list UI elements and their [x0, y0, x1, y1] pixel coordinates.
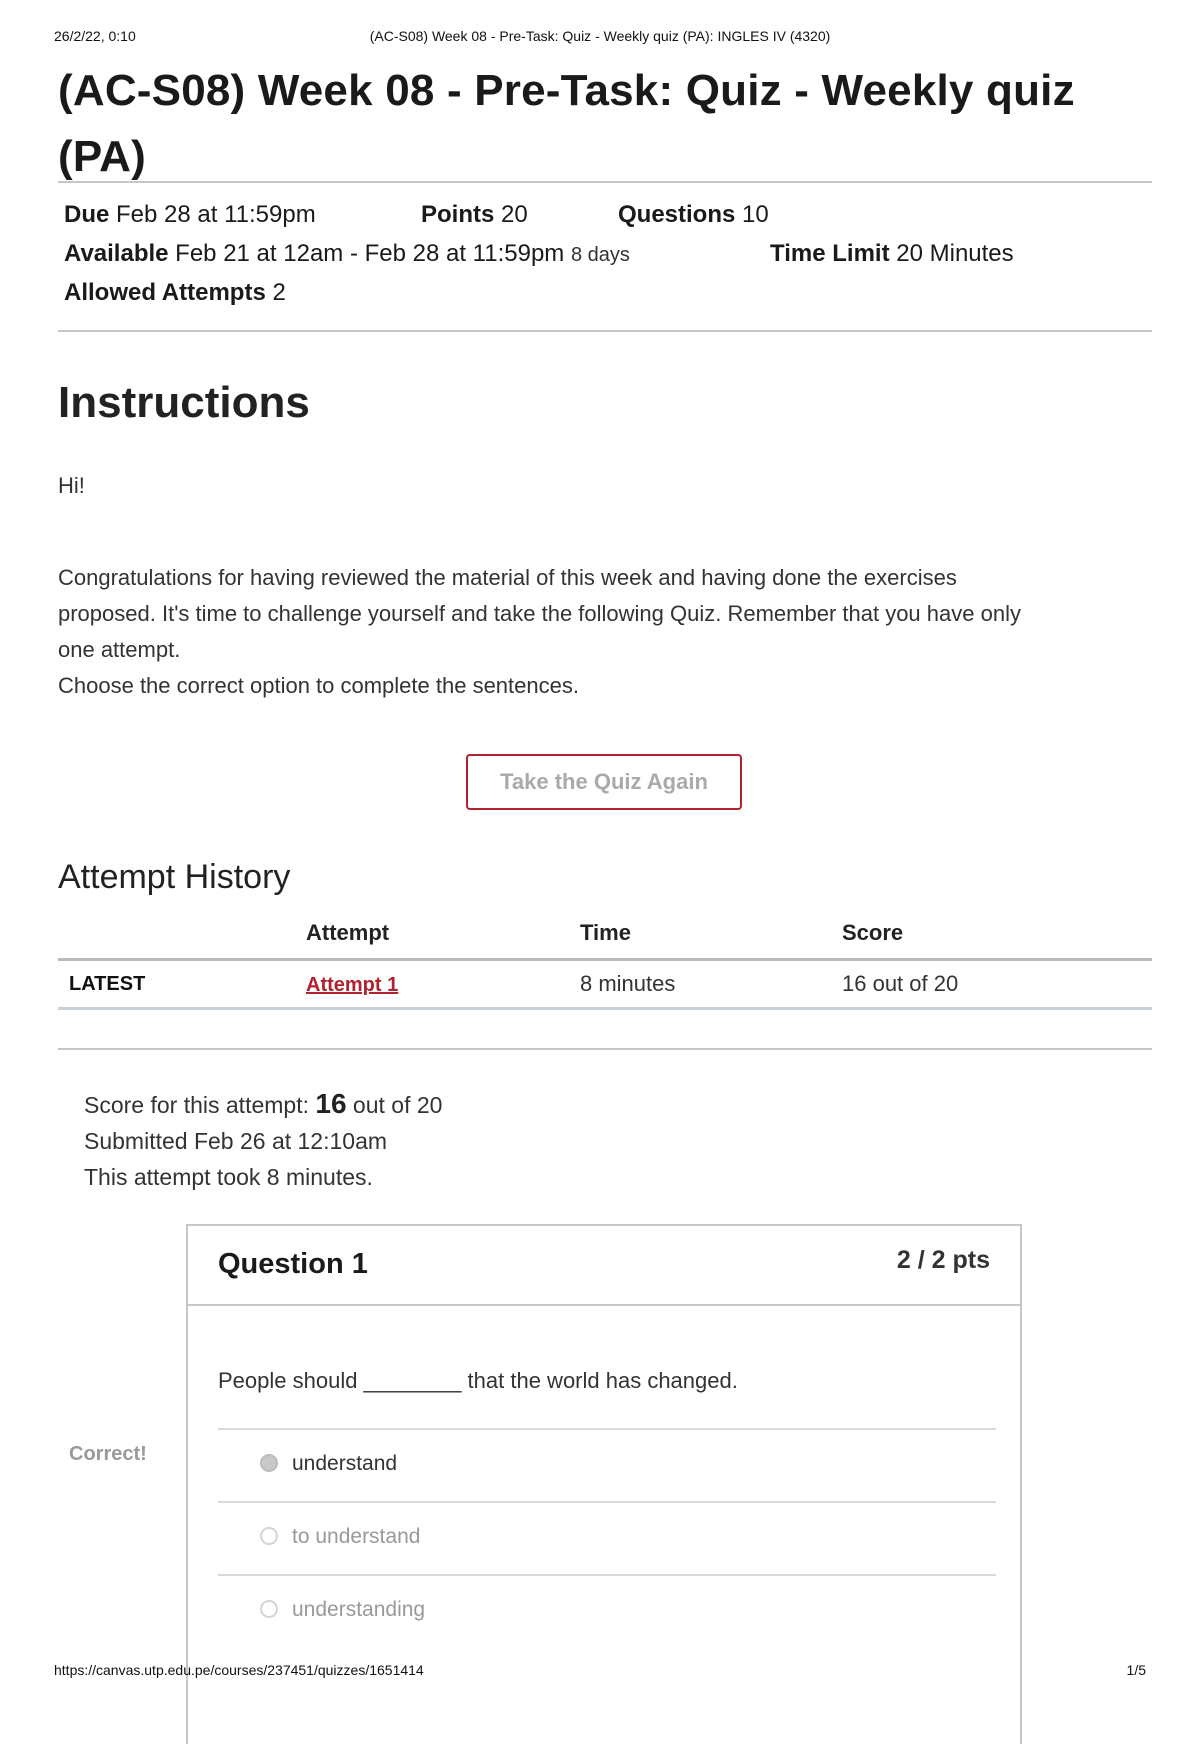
allowed-attempts-value: 2 — [272, 279, 286, 306]
score-suffix: out of 20 — [352, 1092, 443, 1118]
allowed-attempts-label: Allowed Attempts — [64, 279, 266, 306]
print-header — [54, 28, 1146, 48]
available-value: Feb 21 at 12am - Feb 28 at 11:59pm — [175, 240, 565, 267]
score-prefix: Score for this attempt: — [84, 1092, 309, 1118]
divider — [58, 330, 1152, 332]
print-doc-title: (AC-S08) Week 08 - Pre-Task: Quiz - Weekly quiz (PA): INGLES IV (4320) — [369, 28, 831, 44]
quiz-details — [58, 183, 1152, 330]
questions-label: Questions — [618, 201, 736, 228]
print-datetime: 26/2/22, 0:10 — [54, 28, 136, 44]
quiz-content — [58, 58, 1152, 1190]
submitted-text: Submitted Feb 26 at 12:10am — [84, 1128, 388, 1154]
answer-option[interactable] — [218, 1574, 996, 1647]
attempt-summary — [84, 1086, 442, 1195]
questions-value: 10 — [742, 201, 769, 228]
attempt-1-link[interactable]: Attempt 1 — [306, 974, 399, 996]
page-title: (AC-S08) Week 08 - Pre-Task: Quiz - Weekly quiz (PA) — [58, 66, 1075, 181]
due-value: Feb 28 at 11:59pm — [116, 201, 316, 228]
question-points: 2 / 2 pts — [896, 1246, 990, 1274]
instructions-line: Congratulations for having reviewed the material of this week and having done the exercises — [58, 565, 957, 590]
attempt-history-table — [58, 914, 1152, 1010]
latest-tag: LATEST — [69, 972, 146, 995]
time-limit-value: 20 Minutes — [896, 240, 1014, 267]
duration-text: This attempt took 8 minutes. — [84, 1164, 373, 1190]
question-header — [188, 1226, 1020, 1306]
available-note: 8 days — [570, 244, 630, 266]
take-quiz-again-button[interactable]: Take the Quiz Again — [466, 754, 742, 810]
instructions-heading: Instructions — [58, 378, 310, 427]
answer-option[interactable] — [218, 1501, 996, 1574]
page-number: 1/5 — [1126, 1662, 1146, 1678]
attempt-history-heading: Attempt History — [58, 858, 291, 896]
instructions-line: proposed. It's time to challenge yourself and take the following Quiz. Remember that you have only — [58, 601, 1021, 626]
radio-icon[interactable] — [260, 1527, 278, 1545]
instructions-line: Choose the correct option to complete the sentences. — [58, 673, 579, 698]
column-header: Score — [842, 920, 904, 945]
column-header: Attempt — [306, 920, 390, 945]
column-header — [58, 914, 306, 960]
question-text: People should ________ that the world has changed. — [218, 1368, 738, 1393]
score-value: 16 — [315, 1088, 347, 1119]
print-url: https://canvas.utp.edu.pe/courses/237451/quizzes/1651414 — [54, 1662, 424, 1678]
answer-option[interactable] — [218, 1428, 996, 1501]
answer-text: to understand — [292, 1525, 421, 1548]
radio-selected-icon[interactable] — [260, 1454, 278, 1472]
correct-tag: Correct! — [69, 1443, 159, 1466]
points-label: Points — [421, 201, 495, 228]
answer-text: understanding — [292, 1598, 426, 1621]
divider — [58, 1048, 1152, 1050]
column-header: Time — [580, 920, 631, 945]
answer-text: understand — [292, 1452, 398, 1475]
attempt-time: 8 minutes — [580, 971, 676, 996]
attempt-score: 16 out of 20 — [842, 971, 959, 996]
time-limit-label: Time Limit — [770, 240, 890, 267]
due-label: Due — [64, 201, 110, 228]
points-value: 20 — [501, 201, 528, 228]
table-row — [58, 960, 1152, 1009]
question-title: Question 1 — [218, 1248, 368, 1280]
instructions-line: one attempt. — [58, 637, 181, 662]
radio-icon[interactable] — [260, 1600, 278, 1618]
answer-list — [218, 1428, 996, 1647]
available-label: Available — [64, 240, 169, 267]
instructions-greeting: Hi! — [58, 473, 85, 498]
